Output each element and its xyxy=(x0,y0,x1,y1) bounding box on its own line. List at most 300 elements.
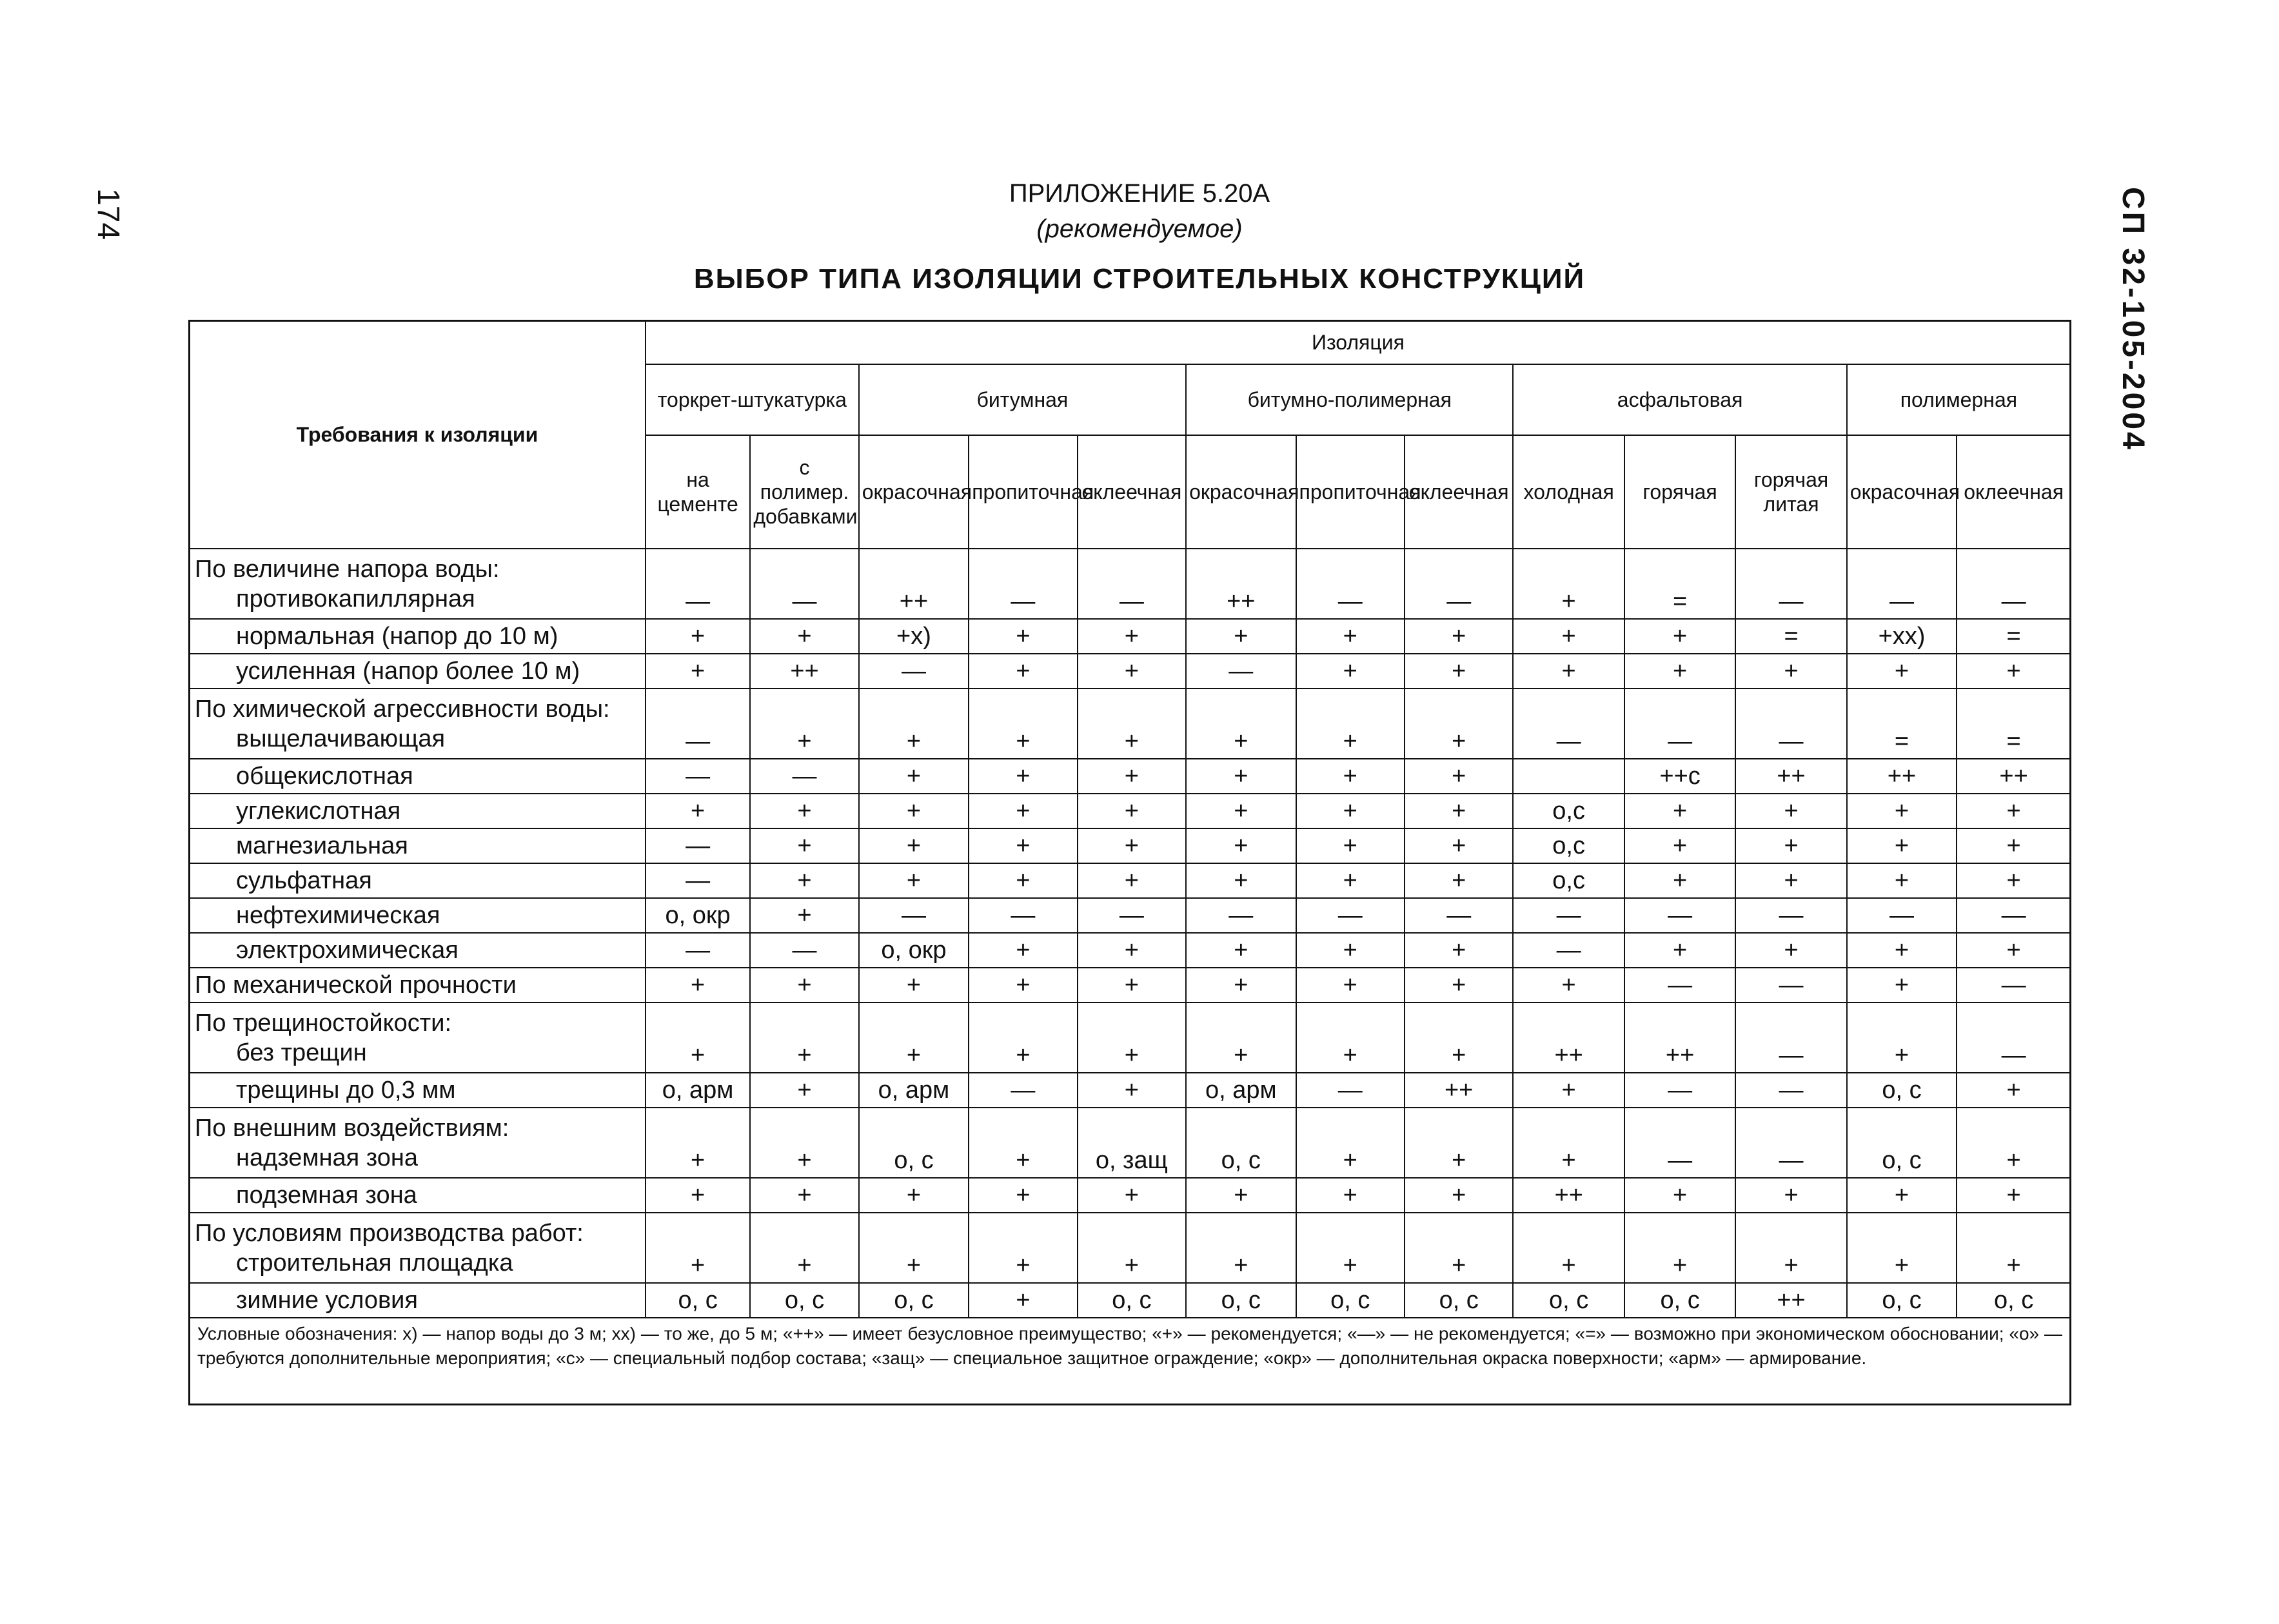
rating-cell: + xyxy=(1405,968,1513,1003)
rating-cell: + xyxy=(1513,619,1624,654)
insulation-subtype-header: окрасочная xyxy=(859,435,969,549)
insulation-subtype-header: пропиточная xyxy=(969,435,1077,549)
insulation-group-header: битумная xyxy=(859,364,1186,435)
rating-cell: + xyxy=(1186,1213,1296,1283)
rating-cell: + xyxy=(1735,794,1846,828)
rating-cell: — xyxy=(1513,933,1624,968)
rating-cell: + xyxy=(750,1213,858,1283)
rating-cell: ++ xyxy=(1405,1073,1513,1108)
rating-cell: + xyxy=(1078,1003,1186,1073)
rating-cell: + xyxy=(750,863,858,898)
rating-cell: о, с xyxy=(1405,1283,1513,1318)
rating-cell: + xyxy=(646,1108,750,1178)
rating-cell: + xyxy=(1186,759,1296,794)
rating-cell: о, с xyxy=(859,1108,969,1178)
rating-cell: + xyxy=(1405,863,1513,898)
rating-cell: — xyxy=(646,759,750,794)
requirement-cell xyxy=(189,794,646,828)
rating-cell: о, с xyxy=(1957,1283,2071,1318)
rating-cell: — xyxy=(1624,898,1735,933)
rating-cell: ++ xyxy=(1624,1003,1735,1073)
rating-cell: + xyxy=(1186,619,1296,654)
table-row xyxy=(189,654,2071,689)
requirement-cell xyxy=(189,863,646,898)
rating-cell: + xyxy=(1847,654,1957,689)
requirement-cell xyxy=(189,759,646,794)
rating-cell: + xyxy=(1296,619,1405,654)
rating-cell: о, с xyxy=(859,1283,969,1318)
rating-cell: — xyxy=(1624,689,1735,759)
rating-cell: + xyxy=(1078,759,1186,794)
requirement-group-label: По величине напора воды: xyxy=(195,555,500,583)
requirement-cell xyxy=(189,689,646,759)
requirement-label: общекислотная xyxy=(236,763,413,790)
requirement-group-label: По химической агрессивности воды: xyxy=(195,695,610,723)
rating-cell: + xyxy=(1624,1178,1735,1213)
rating-cell: + xyxy=(646,968,750,1003)
rating-cell: + xyxy=(1186,863,1296,898)
rating-cell: + xyxy=(859,759,969,794)
rating-cell: о, с xyxy=(1513,1283,1624,1318)
table-row xyxy=(189,1003,2071,1073)
insulation-subtype-header: пропиточная xyxy=(1296,435,1405,549)
requirement-cell xyxy=(189,654,646,689)
rating-cell: + xyxy=(1186,689,1296,759)
table-row xyxy=(189,898,2071,933)
rating-cell: + xyxy=(646,794,750,828)
rating-cell: о, арм xyxy=(646,1073,750,1108)
rating-cell: + xyxy=(1735,1178,1846,1213)
table-row xyxy=(189,759,2071,794)
rating-cell: о, с xyxy=(646,1283,750,1318)
requirement-cell xyxy=(189,549,646,619)
rating-cell: — xyxy=(1957,1003,2071,1073)
rating-cell: + xyxy=(859,794,969,828)
rating-cell: + xyxy=(750,828,858,863)
rating-cell: + xyxy=(1847,794,1957,828)
table-row xyxy=(189,619,2071,654)
rating-cell: о, с xyxy=(1847,1108,1957,1178)
table-row xyxy=(189,1073,2071,1108)
rating-cell: + xyxy=(750,968,858,1003)
rating-cell: — xyxy=(646,828,750,863)
rating-cell: ++ xyxy=(1186,549,1296,619)
rating-cell: — xyxy=(1296,549,1405,619)
rating-cell: + xyxy=(1078,1073,1186,1108)
insulation-subtype-header: на цементе xyxy=(646,435,750,549)
rating-cell: — xyxy=(1735,1073,1846,1108)
rating-cell: + xyxy=(969,619,1077,654)
rating-cell: + xyxy=(1296,759,1405,794)
rating-cell: ++ xyxy=(1957,759,2071,794)
requirement-label: нефтехимическая xyxy=(236,902,440,929)
requirement-label: сульфатная xyxy=(236,867,372,894)
rating-cell: — xyxy=(1513,898,1624,933)
requirement-label: По механической прочности xyxy=(195,972,517,999)
rating-cell: — xyxy=(1296,1073,1405,1108)
table-row xyxy=(189,933,2071,968)
table-row xyxy=(189,863,2071,898)
rating-cell: + xyxy=(1735,654,1846,689)
rating-cell: + xyxy=(1078,933,1186,968)
rating-cell: — xyxy=(1847,898,1957,933)
rating-cell: — xyxy=(1735,968,1846,1003)
rating-cell: + xyxy=(969,794,1077,828)
legend-note: Условные обозначения: х) — напор воды до 3 м; хх) — то же, до 5 м; «++» — имеет безусловное преимущество; «+» — рекомендуется; «—» — не рекомендуется; «=» — возможно при экономическом обосновании; «о» — требуются дополнительные мероприятия; «с» — специальный подбор состава; «защ» — специальное защитное ограждение; «окр» — дополнительная окраска поверхности; «арм» — армирование. xyxy=(197,1324,2062,1368)
rating-cell: — xyxy=(646,863,750,898)
table-row xyxy=(189,1108,2071,1178)
rating-cell: + xyxy=(1296,933,1405,968)
rating-cell: + xyxy=(859,828,969,863)
rating-cell: + xyxy=(859,968,969,1003)
rating-cell: + xyxy=(859,1178,969,1213)
rating-cell: ++ xyxy=(1513,1003,1624,1073)
rating-cell: + xyxy=(1296,654,1405,689)
rating-cell: + xyxy=(1513,654,1624,689)
rating-cell: + xyxy=(1957,933,2071,968)
rating-cell: + xyxy=(969,654,1077,689)
rating-cell: о,с xyxy=(1513,794,1624,828)
requirement-cell xyxy=(189,1003,646,1073)
insulation-subtype-header: оклеечная xyxy=(1957,435,2071,549)
rating-cell: — xyxy=(1186,898,1296,933)
rating-cell: + xyxy=(1957,1073,2071,1108)
rating-cell: + xyxy=(1957,794,2071,828)
rating-cell: + xyxy=(646,654,750,689)
rating-cell: ++ xyxy=(859,549,969,619)
rating-cell: о, защ xyxy=(1078,1108,1186,1178)
page-title: ВЫБОР ТИПА ИЗОЛЯЦИИ СТРОИТЕЛЬНЫХ КОНСТРУКЦИЙ xyxy=(693,263,1586,295)
rating-cell: + xyxy=(1405,1178,1513,1213)
rating-cell: + xyxy=(1296,1178,1405,1213)
rating-cell: + xyxy=(646,1178,750,1213)
rating-cell: + xyxy=(1186,1178,1296,1213)
rating-cell: + xyxy=(1296,968,1405,1003)
rating-cell: + xyxy=(1847,828,1957,863)
rating-cell: + xyxy=(1624,619,1735,654)
rating-cell: + xyxy=(1957,1213,2071,1283)
requirement-group-label: По условиям производства работ: xyxy=(195,1219,584,1247)
rating-cell: + xyxy=(1735,863,1846,898)
rating-cell: + xyxy=(1078,1178,1186,1213)
rating-cell: + xyxy=(1186,968,1296,1003)
insulation-group-header: асфальтовая xyxy=(1513,364,1846,435)
rating-cell: ++ xyxy=(1735,759,1846,794)
rating-cell: = xyxy=(1957,689,2071,759)
table-row xyxy=(189,1283,2071,1318)
insulation-subtype-header: холодная xyxy=(1513,435,1624,549)
requirement-cell xyxy=(189,1213,646,1283)
rating-cell: ++ xyxy=(1735,1283,1846,1318)
rating-cell: + xyxy=(1513,1073,1624,1108)
rating-cell: + xyxy=(1296,1213,1405,1283)
rating-cell: + xyxy=(1405,1003,1513,1073)
requirement-label: усиленная (напор более 10 м) xyxy=(236,658,580,685)
rating-cell: + xyxy=(750,794,858,828)
rating-cell: — xyxy=(1847,549,1957,619)
rating-cell: — xyxy=(1513,689,1624,759)
insulation-table xyxy=(188,320,2071,1318)
rating-cell: + xyxy=(1624,828,1735,863)
page-number: 174 xyxy=(91,188,125,240)
rating-cell: + xyxy=(1513,549,1624,619)
rating-cell: + xyxy=(1847,968,1957,1003)
requirement-label: противокапиллярная xyxy=(236,585,475,612)
insulation-subtype-header: оклеечная xyxy=(1405,435,1513,549)
rating-cell: — xyxy=(1957,549,2071,619)
rating-cell: ++ xyxy=(1513,1178,1624,1213)
rating-cell: — xyxy=(1735,1003,1846,1073)
rating-cell: + xyxy=(750,1178,858,1213)
rating-cell: + xyxy=(1735,1213,1846,1283)
rating-cell: + xyxy=(969,1178,1077,1213)
rating-cell: + xyxy=(1078,654,1186,689)
rating-cell: + xyxy=(969,1283,1077,1318)
rating-cell: о, с xyxy=(750,1283,858,1318)
rating-cell: — xyxy=(969,1073,1077,1108)
rating-cell: + xyxy=(1186,828,1296,863)
rating-cell: + xyxy=(1957,828,2071,863)
insulation-group-header: полимерная xyxy=(1847,364,2071,435)
rating-cell: + xyxy=(1624,863,1735,898)
rating-cell: о, с xyxy=(1847,1073,1957,1108)
rating-cell: + xyxy=(1296,794,1405,828)
rating-cell: + xyxy=(1624,933,1735,968)
rating-cell: + xyxy=(1405,654,1513,689)
rating-cell: + xyxy=(969,863,1077,898)
rating-cell: + xyxy=(859,689,969,759)
rating-cell: + xyxy=(1735,828,1846,863)
rating-cell: + xyxy=(1078,794,1186,828)
rating-cell: — xyxy=(969,898,1077,933)
rating-cell: о, с xyxy=(1186,1108,1296,1178)
insulation-subtype-header: горячая литая xyxy=(1735,435,1846,549)
rating-cell: + xyxy=(1624,1213,1735,1283)
requirement-label: выщелачивающая xyxy=(236,725,446,752)
requirement-label: подземная зона xyxy=(236,1182,417,1209)
rating-cell: о, арм xyxy=(859,1073,969,1108)
requirement-cell xyxy=(189,619,646,654)
insulation-subtype-header: с полимер. добавками xyxy=(750,435,858,549)
rating-cell: +х) xyxy=(859,619,969,654)
rating-cell: — xyxy=(859,654,969,689)
rating-cell: о, с xyxy=(1186,1283,1296,1318)
rating-cell: + xyxy=(969,1003,1077,1073)
rating-cell: + xyxy=(1847,1003,1957,1073)
rating-cell: + xyxy=(646,619,750,654)
table-row xyxy=(189,1213,2071,1283)
table-row xyxy=(189,549,2071,619)
rating-cell: + xyxy=(859,1213,969,1283)
rating-cell: + xyxy=(1186,1003,1296,1073)
rating-cell: = xyxy=(1847,689,1957,759)
requirement-label: магнезиальная xyxy=(236,832,408,859)
rating-cell: + xyxy=(750,898,858,933)
rating-cell: + xyxy=(1078,863,1186,898)
rating-cell: + xyxy=(1735,933,1846,968)
rating-cell: + xyxy=(1513,1108,1624,1178)
rating-cell: ++ xyxy=(1847,759,1957,794)
rating-cell: +хх) xyxy=(1847,619,1957,654)
rating-cell: — xyxy=(646,933,750,968)
requirement-cell xyxy=(189,968,646,1003)
rating-cell: + xyxy=(1957,1178,2071,1213)
rating-cell: + xyxy=(1296,1003,1405,1073)
rating-cell: = xyxy=(1624,549,1735,619)
requirement-label: без трещин xyxy=(236,1039,367,1066)
rating-cell: + xyxy=(1957,863,2071,898)
rating-cell xyxy=(1513,759,1624,794)
rating-cell: + xyxy=(750,619,858,654)
requirement-label: надземная зона xyxy=(236,1144,419,1171)
rating-cell: + xyxy=(750,1108,858,1178)
requirement-cell xyxy=(189,1178,646,1213)
rating-cell: + xyxy=(1405,689,1513,759)
rating-cell: + xyxy=(969,933,1077,968)
rating-cell: — xyxy=(750,759,858,794)
document-code: СП 32-105-2004 xyxy=(2116,187,2150,452)
table-row xyxy=(189,968,2071,1003)
requirement-cell xyxy=(189,828,646,863)
rating-cell: + xyxy=(969,759,1077,794)
rating-cell: + xyxy=(646,1213,750,1283)
appendix-status: (рекомендуемое) xyxy=(1036,215,1243,243)
requirement-label: зимние условия xyxy=(236,1287,418,1314)
table-row xyxy=(189,794,2071,828)
rating-cell: — xyxy=(969,549,1077,619)
requirement-label: трещины до 0,3 мм xyxy=(236,1077,456,1104)
insulation-subtype-header: окрасочная xyxy=(1847,435,1957,549)
rating-cell: о, окр xyxy=(646,898,750,933)
requirement-group-label: По внешним воздействиям: xyxy=(195,1114,509,1142)
rating-cell: + xyxy=(646,1003,750,1073)
rating-cell: + xyxy=(1405,619,1513,654)
insulation-subtype-header: горячая xyxy=(1624,435,1735,549)
rating-cell: + xyxy=(1847,1178,1957,1213)
rating-cell: — xyxy=(646,689,750,759)
table-row xyxy=(189,1178,2071,1213)
rating-cell: + xyxy=(1957,1108,2071,1178)
rating-cell: + xyxy=(1405,794,1513,828)
rating-cell: + xyxy=(1296,828,1405,863)
rating-cell: + xyxy=(1296,689,1405,759)
rating-cell: + xyxy=(1405,1108,1513,1178)
rating-cell: + xyxy=(1513,1213,1624,1283)
insulation-subtype-header: оклеечная xyxy=(1078,435,1186,549)
rating-cell: — xyxy=(1957,968,2071,1003)
rating-cell: — xyxy=(750,933,858,968)
rating-cell: — xyxy=(1405,549,1513,619)
insulation-group-header: торкрет-штукатурка xyxy=(646,364,859,435)
rating-cell: + xyxy=(1624,794,1735,828)
appendix-title: ПРИЛОЖЕНИЕ 5.20А xyxy=(1009,179,1270,208)
requirement-label: электрохимическая xyxy=(236,937,459,964)
rating-cell: = xyxy=(1735,619,1846,654)
rating-cell: + xyxy=(1513,968,1624,1003)
rating-cell: — xyxy=(1735,549,1846,619)
requirement-cell xyxy=(189,1073,646,1108)
rating-cell: + xyxy=(1078,689,1186,759)
rating-cell: = xyxy=(1957,619,2071,654)
rating-cell: + xyxy=(750,1003,858,1073)
rating-cell: + xyxy=(859,863,969,898)
rating-cell: + xyxy=(1405,933,1513,968)
rating-cell: — xyxy=(1957,898,2071,933)
rating-cell: о, с xyxy=(1847,1283,1957,1318)
requirement-group-label: По трещиностойкости: xyxy=(195,1009,451,1037)
rating-cell: о, с xyxy=(1624,1283,1735,1318)
rating-cell: + xyxy=(1847,1213,1957,1283)
rating-cell: + xyxy=(1847,933,1957,968)
rating-cell: + xyxy=(1405,1213,1513,1283)
rating-cell: ++ xyxy=(750,654,858,689)
rating-cell: + xyxy=(1957,654,2071,689)
rating-cell: + xyxy=(1078,1213,1186,1283)
insulation-subtype-header: окрасочная xyxy=(1186,435,1296,549)
rating-cell: + xyxy=(750,689,858,759)
rating-cell: + xyxy=(969,1108,1077,1178)
rating-cell: — xyxy=(1078,898,1186,933)
rating-cell: — xyxy=(1296,898,1405,933)
requirement-cell xyxy=(189,933,646,968)
rating-cell: — xyxy=(1078,549,1186,619)
rating-cell: о, окр xyxy=(859,933,969,968)
rating-cell: о, с xyxy=(1078,1283,1186,1318)
rating-cell: + xyxy=(1186,933,1296,968)
rating-cell: + xyxy=(1296,1108,1405,1178)
rating-cell: + xyxy=(1405,759,1513,794)
rating-cell: ++с xyxy=(1624,759,1735,794)
rating-cell: + xyxy=(859,1003,969,1073)
rating-cell: о, с xyxy=(1296,1283,1405,1318)
requirement-cell xyxy=(189,1283,646,1318)
requirement-label: углекислотная xyxy=(236,797,401,825)
insulation-group-header: битумно-полимерная xyxy=(1186,364,1513,435)
rating-cell: + xyxy=(750,1073,858,1108)
rating-cell: — xyxy=(859,898,969,933)
rating-cell: + xyxy=(1078,968,1186,1003)
rating-cell: + xyxy=(1624,654,1735,689)
requirements-header: Требования к изоляции xyxy=(189,320,646,549)
rating-cell: — xyxy=(1624,968,1735,1003)
rating-cell: — xyxy=(1186,654,1296,689)
rating-cell: о, арм xyxy=(1186,1073,1296,1108)
rating-cell: + xyxy=(969,1213,1077,1283)
requirement-cell xyxy=(189,898,646,933)
rating-cell: — xyxy=(646,549,750,619)
rating-cell: — xyxy=(1735,898,1846,933)
rating-cell: — xyxy=(750,549,858,619)
requirement-label: нормальная (напор до 10 м) xyxy=(236,623,558,650)
table-row xyxy=(189,689,2071,759)
rating-cell: — xyxy=(1735,689,1846,759)
rating-cell: о,с xyxy=(1513,828,1624,863)
table-row xyxy=(189,828,2071,863)
rating-cell: — xyxy=(1405,898,1513,933)
rating-cell: + xyxy=(969,689,1077,759)
rating-cell: о,с xyxy=(1513,863,1624,898)
insulation-header: Изоляция xyxy=(646,320,2071,364)
requirement-cell xyxy=(189,1108,646,1178)
rating-cell: — xyxy=(1735,1108,1846,1178)
rating-cell: + xyxy=(1405,828,1513,863)
requirement-label: строительная площадка xyxy=(236,1249,513,1277)
rating-cell: + xyxy=(969,828,1077,863)
rating-cell: + xyxy=(1078,619,1186,654)
rating-cell: + xyxy=(1847,863,1957,898)
rating-cell: + xyxy=(1296,863,1405,898)
rating-cell: + xyxy=(969,968,1077,1003)
